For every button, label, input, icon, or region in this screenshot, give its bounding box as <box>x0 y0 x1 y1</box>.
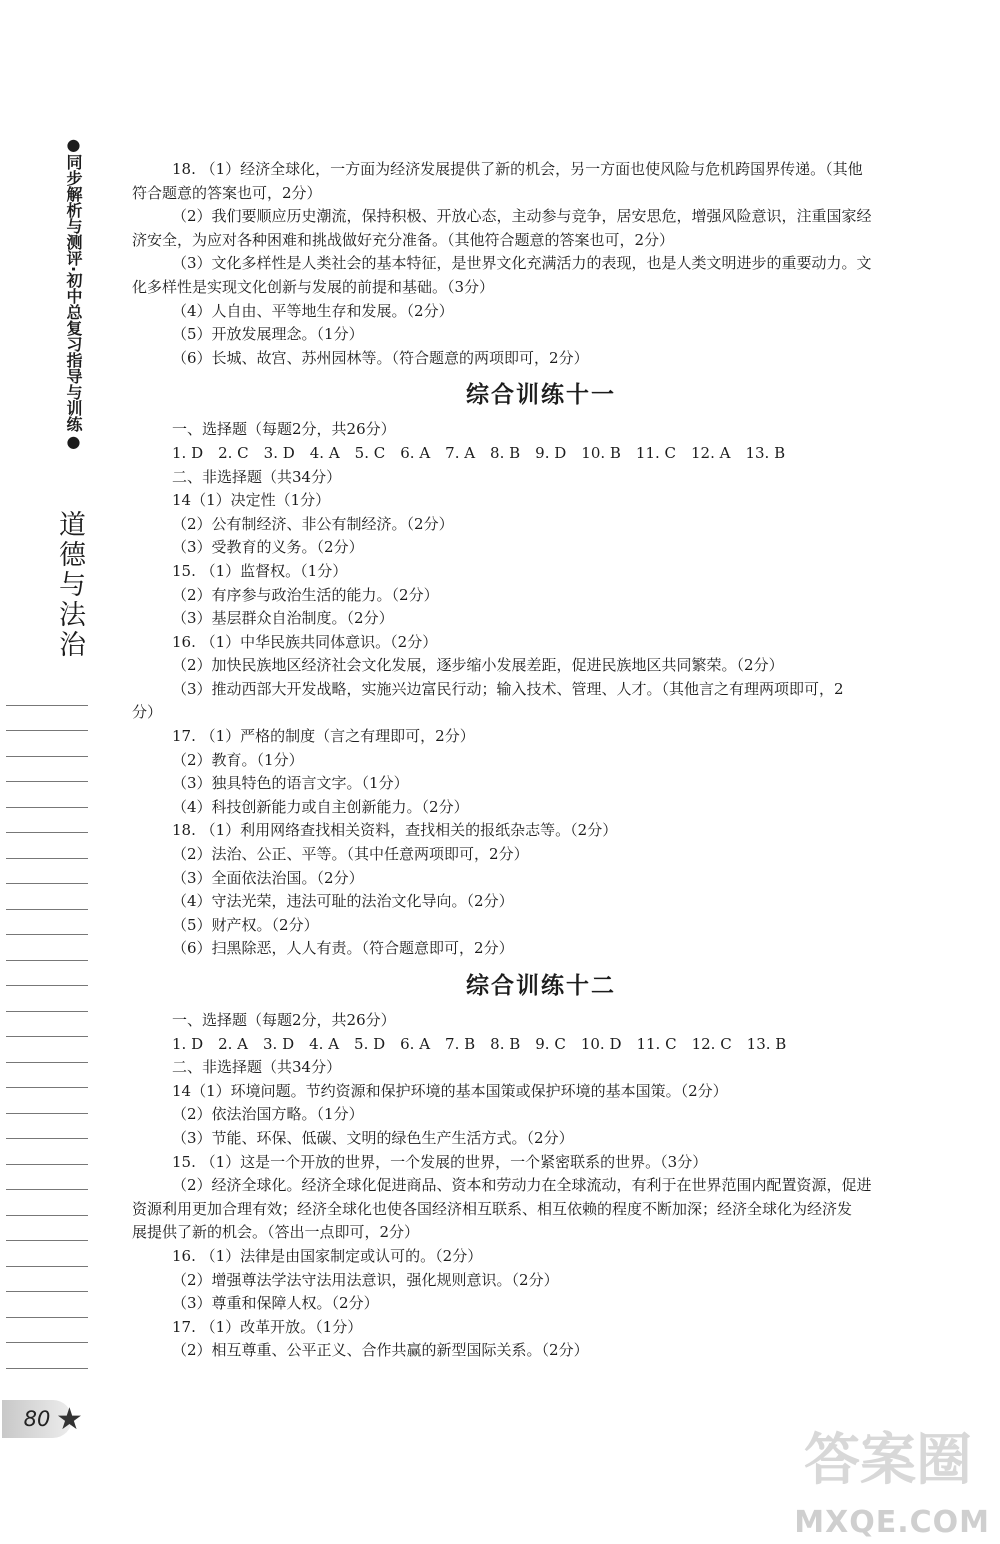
note-line <box>6 1114 88 1140</box>
watermark <box>780 1390 990 1540</box>
answer-line: 一、选择题（每题2分，共26分） <box>172 1011 396 1029</box>
answer-line: （3）推动西部大开发战略，实施兴边富民行动；输入技术、管理、人才。（其他言之有理两项即可，2 <box>172 679 844 698</box>
note-line <box>6 935 88 961</box>
section-title: 综合训练十二 <box>466 972 616 999</box>
note-line <box>6 1318 88 1344</box>
note-line <box>6 1241 88 1267</box>
note-line <box>6 706 88 732</box>
answer-content <box>132 158 950 1363</box>
note-line <box>6 859 88 885</box>
answer-line: （2）教育。（1分） <box>172 750 304 769</box>
answer-line: （3）文化多样性是人类社会的基本特征，是世界文化充满活力的表现，也是人类文明进步的重要动力。文 <box>172 254 872 273</box>
note-line <box>6 986 88 1012</box>
note-line <box>6 782 88 808</box>
note-lines <box>6 680 88 1369</box>
note-line <box>6 1165 88 1191</box>
answer-line: 化多样性是实现文化创新与发展的前提和基础。（3分） <box>132 277 495 296</box>
answer-line: （6）扫黑除恶，人人有责。（符合题意即可，2分） <box>172 939 514 958</box>
note-line <box>6 731 88 757</box>
answer-line: （3）节能、环保、低碳、文明的绿色生产生活方式。（2分） <box>172 1128 574 1147</box>
answer-line: 资源利用更加合理有效；经济全球化也使各国经济相互联系、相互依赖的程度不断加深；经济全球化为经济发 <box>132 1199 853 1218</box>
answer-line: 17. （1）改革开放。（1分） <box>172 1317 363 1336</box>
answer-line: 15. （1）这是一个开放的世界，一个发展的世界，一个紧密联系的世界。（3分） <box>172 1152 708 1171</box>
answer-line: （2）增强尊法学法守法用法意识，强化规则意识。（2分） <box>172 1270 559 1289</box>
note-line <box>6 680 88 706</box>
watermark-logo: 答案圈 <box>804 1428 972 1493</box>
answer-line: （3）全面依法治国。（2分） <box>172 868 364 887</box>
sidebar <box>0 0 100 1544</box>
note-line <box>6 1063 88 1089</box>
note-line <box>6 833 88 859</box>
answer-line: 一、选择题（每题2分，共26分） <box>172 420 396 439</box>
page-number: 80 <box>2 1400 72 1438</box>
note-line <box>6 1216 88 1242</box>
answer-line: 展提供了新的机会。（答出一点即可，2分） <box>132 1223 420 1242</box>
answer-line: 17. （1）严格的制度（言之有理即可，2分） <box>172 727 475 746</box>
answer-line: （3）尊重和保障人权。（2分） <box>172 1294 379 1313</box>
note-line <box>6 1190 88 1216</box>
answer-line: （5）开放发展理念。（1分） <box>172 325 364 344</box>
answer-line: 二、非选择题（共34分） <box>172 1058 342 1077</box>
answer-line: 16. （1）中华民族共同体意识。（2分） <box>172 632 438 651</box>
answer-line: （2）依法治国方略。（1分） <box>172 1105 364 1124</box>
answer-line: （4）守法光荣，违法可耻的法治文化导向。（2分） <box>172 892 514 911</box>
star-icon: ★ <box>56 1402 83 1437</box>
answer-line: 16. （1）法律是由国家制定或认可的。（2分） <box>172 1246 483 1265</box>
subject-title: 道德与法治 <box>54 510 85 660</box>
answer-line: （3）基层群众自治制度。（2分） <box>172 609 394 628</box>
answer-line: （2）经济全球化。经济全球化促进商品、资本和劳动力在全球流动，有利于在世界范围内配置资源，促进 <box>172 1176 872 1195</box>
answer-line: （2）有序参与政治生活的能力。（2分） <box>172 585 439 604</box>
answer-line: 14（1）决定性（1分） <box>172 491 331 510</box>
note-line <box>6 1139 88 1165</box>
answer-line: （4）人自由、平等地生存和发展。（2分） <box>172 301 454 320</box>
note-line <box>6 757 88 783</box>
answer-line: 18. （1）利用网络查找相关资料，查找相关的报纸杂志等。（2分） <box>172 821 618 840</box>
answer-line: 1. D 2. A 3. D 4. A 5. D 6. A 7. B 8. B 9. C 10. D 11. C 12. C 13. B <box>172 1034 787 1053</box>
watermark-site: MXQE.COM <box>794 1505 990 1540</box>
note-line <box>6 910 88 936</box>
answer-line: 符合题意的答案也可，2分） <box>132 183 322 202</box>
answer-line: （3）受教育的义务。（2分） <box>172 538 364 557</box>
answer-line: （2）加快民族地区经济社会文化发展，逐步缩小发展差距，促进民族地区共同繁荣。（2分） <box>172 656 784 675</box>
answer-line: 1. D 2. C 3. D 4. A 5. C 6. A 7. A 8. B 9. D 10. B 11. C 12. A 13. B <box>172 443 786 462</box>
note-line <box>6 1037 88 1063</box>
series-title: ●同步解析与测评·初中总复习指导与训练● <box>64 135 83 452</box>
note-line <box>6 1343 88 1369</box>
section-title: 综合训练十一 <box>466 381 616 409</box>
note-line <box>6 961 88 987</box>
note-line <box>6 1267 88 1293</box>
answer-line: （4）科技创新能力或自主创新能力。（2分） <box>172 797 469 816</box>
answer-line: 15. （1）监督权。（1分） <box>172 561 348 580</box>
note-line <box>6 1088 88 1114</box>
answer-line: 14（1）环境问题。节约资源和保护环境的基本国策或保护环境的基本国策。（2分） <box>172 1081 728 1100</box>
answer-line: （2）公有制经济、非公有制经济。（2分） <box>172 514 454 533</box>
answer-line: （2）法治、公正、平等。（其中任意两项即可，2分） <box>172 845 529 864</box>
note-line <box>6 1012 88 1038</box>
answer-line: 分） <box>132 703 163 722</box>
answer-line: 二、非选择题（共34分） <box>172 467 342 486</box>
answer-line: 18. （1）经济全球化，一方面为经济发展提供了新的机会，另一方面也使风险与危机跨国界传递。（其他 <box>172 160 863 178</box>
note-line <box>6 884 88 910</box>
answer-line: （6）长城、故宫、苏州园林等。（符合题意的两项即可，2分） <box>172 348 589 367</box>
answer-line: （3）独具特色的语言文字。（1分） <box>172 774 409 793</box>
answer-line: 济安全，为应对各种困难和挑战做好充分准备。（其他符合题意的答案也可，2分） <box>132 230 675 249</box>
note-line <box>6 1292 88 1318</box>
answer-line: （2）我们要顺应历史潮流，保持积极、开放心态，主动参与竞争，居安思危，增强风险意识，注重国家经 <box>172 207 872 226</box>
answer-line: （5）财产权。（2分） <box>172 915 319 934</box>
answer-line: （2）相互尊重、公平正义、合作共赢的新型国际关系。（2分） <box>172 1341 589 1360</box>
note-line <box>6 808 88 834</box>
